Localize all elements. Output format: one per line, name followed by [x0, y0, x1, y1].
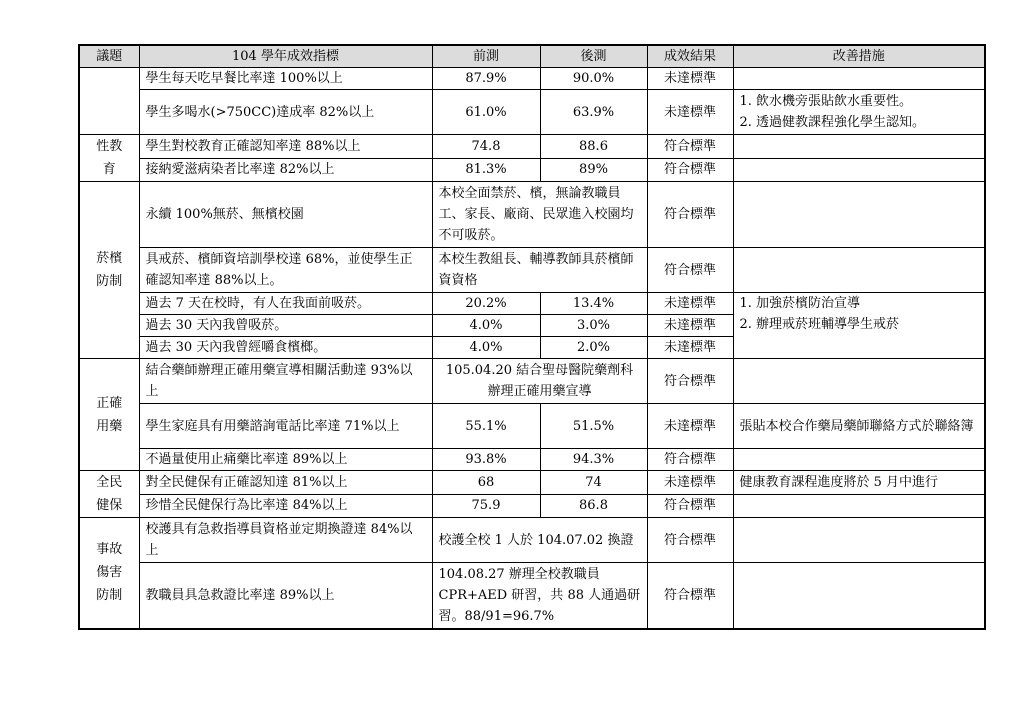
topic-cell-empty — [79, 68, 139, 135]
result-cell: 未達標準 — [647, 68, 733, 90]
table-row — [79, 182, 985, 248]
topic-medication: 正確 用藥 — [79, 359, 139, 471]
table-row — [79, 449, 985, 471]
header-indicator: 104 學年成效指標 — [139, 45, 432, 68]
merged-value-cell: 本校生教組長、輔導教師具菸檳師資資格 — [432, 248, 647, 293]
indicator-cell: 學生多喝水(>750CC)達成率 82%以上 — [139, 90, 432, 135]
header-improve: 改善措施 — [733, 45, 985, 68]
table-row — [79, 518, 985, 563]
result-cell: 符合標準 — [647, 158, 733, 182]
header-pre: 前測 — [432, 45, 540, 68]
table-row — [79, 404, 985, 449]
topic-sex-education: 性教 育 — [79, 135, 139, 182]
post-cell: 88.6 — [540, 135, 647, 159]
indicator-cell: 接納愛滋病染者比率達 82%以上 — [139, 158, 432, 182]
result-cell: 符合標準 — [647, 359, 733, 404]
header-result: 成效結果 — [647, 45, 733, 68]
improve-cell — [733, 563, 985, 629]
indicator-cell: 對全民健保有正確認知達 81%以上 — [139, 471, 432, 495]
table-row — [79, 158, 985, 182]
merged-value-cell: 105.04.20 結合聖母醫院藥劑科 辦理正確用藥宣導 — [432, 359, 647, 404]
post-cell: 3.0% — [540, 315, 647, 337]
result-cell: 符合標準 — [647, 563, 733, 629]
result-cell: 符合標準 — [647, 449, 733, 471]
result-cell: 未達標準 — [647, 293, 733, 315]
topic-injury: 事故 傷害 防制 — [79, 518, 139, 629]
improve-cell: 健康教育課程進度將於 5 月中進行 — [733, 471, 985, 495]
improve-cell — [733, 359, 985, 404]
pre-cell: 61.0% — [432, 90, 540, 135]
pre-cell: 4.0% — [432, 337, 540, 359]
indicator-cell: 永續 100%無菸、無檳校園 — [139, 182, 432, 248]
post-cell: 63.9% — [540, 90, 647, 135]
pre-cell: 20.2% — [432, 293, 540, 315]
improve-cell — [733, 135, 985, 159]
pre-cell: 68 — [432, 471, 540, 495]
indicator-cell: 學生對校教育正確認知率達 88%以上 — [139, 135, 432, 159]
table-row — [79, 359, 985, 404]
header-row — [79, 45, 985, 68]
table-row — [79, 471, 985, 495]
result-cell: 符合標準 — [647, 518, 733, 563]
result-cell: 符合標準 — [647, 182, 733, 248]
indicator-cell: 學生每天吃早餐比率達 100%以上 — [139, 68, 432, 90]
indicator-cell: 結合藥師辦理正確用藥宣導相關活動達 93%以上 — [139, 359, 432, 404]
post-cell: 2.0% — [540, 337, 647, 359]
result-cell: 未達標準 — [647, 90, 733, 135]
improve-cell — [733, 494, 985, 518]
result-cell: 未達標準 — [647, 337, 733, 359]
pre-cell: 75.9 — [432, 494, 540, 518]
indicator-cell: 過去 30 天內我曾經嚼食檳榔。 — [139, 337, 432, 359]
result-cell: 未達標準 — [647, 315, 733, 337]
merged-value-cell: 本校全面禁菸、檳，無論教職員工、家長、廠商、民眾進入校園均不可吸菸。 — [432, 182, 647, 248]
pre-cell: 55.1% — [432, 404, 540, 449]
table-row — [79, 563, 985, 629]
improve-cell — [733, 158, 985, 182]
result-cell: 未達標準 — [647, 471, 733, 495]
table-row — [79, 293, 985, 315]
post-cell: 86.8 — [540, 494, 647, 518]
indicator-cell: 過去 30 天內我曾吸菸。 — [139, 315, 432, 337]
post-cell: 89% — [540, 158, 647, 182]
improve-cell: 1. 飲水機旁張貼飲水重要性。 2. 透過健教課程強化學生認知。 — [733, 90, 985, 135]
merged-value-cell: 校護全校 1 人於 104.07.02 換證 — [432, 518, 647, 563]
merged-value-cell: 104.08.27 辦理全校教職員 CPR+AED 研習，共 88 人通過研習。88/91=96.7% — [432, 563, 647, 629]
table-row — [79, 248, 985, 293]
result-cell: 未達標準 — [647, 404, 733, 449]
improve-cell — [733, 182, 985, 248]
improve-cell — [733, 68, 985, 90]
indicator-cell: 不過量使用止痛藥比率達 89%以上 — [139, 449, 432, 471]
table-row — [79, 494, 985, 518]
pre-cell: 74.8 — [432, 135, 540, 159]
improve-cell — [733, 449, 985, 471]
post-cell: 74 — [540, 471, 647, 495]
topic-insurance: 全民 健保 — [79, 471, 139, 518]
indicator-cell: 校護具有急救指導員資格並定期換證達 84%以上 — [139, 518, 432, 563]
pre-cell: 81.3% — [432, 158, 540, 182]
improve-cell — [733, 518, 985, 563]
improve-cell: 1. 加強菸檳防治宣導 2. 辦理戒菸班輔導學生戒菸 — [733, 293, 985, 359]
header-topic: 議題 — [79, 45, 139, 68]
pre-cell: 4.0% — [432, 315, 540, 337]
pre-cell: 93.8% — [432, 449, 540, 471]
outcome-table — [78, 44, 986, 630]
indicator-cell: 教職員具急救證比率達 89%以上 — [139, 563, 432, 629]
result-cell: 符合標準 — [647, 248, 733, 293]
post-cell: 90.0% — [540, 68, 647, 90]
indicator-cell: 過去 7 天在校時，有人在我面前吸菸。 — [139, 293, 432, 315]
post-cell: 94.3% — [540, 449, 647, 471]
result-cell: 符合標準 — [647, 135, 733, 159]
header-post: 後測 — [540, 45, 647, 68]
pre-cell: 87.9% — [432, 68, 540, 90]
result-cell: 符合標準 — [647, 494, 733, 518]
improve-cell: 張貼本校合作藥局藥師聯絡方式於聯絡簿 — [733, 404, 985, 449]
topic-tobacco: 菸檳 防制 — [79, 182, 139, 359]
table-row — [79, 135, 985, 159]
indicator-cell: 具戒菸、檳師資培訓學校達 68%，並使學生正確認知率達 88%以上。 — [139, 248, 432, 293]
improve-cell — [733, 248, 985, 293]
table-row — [79, 68, 985, 90]
post-cell: 13.4% — [540, 293, 647, 315]
post-cell: 51.5% — [540, 404, 647, 449]
indicator-cell: 珍惜全民健保行為比率達 84%以上 — [139, 494, 432, 518]
table-row — [79, 90, 985, 135]
indicator-cell: 學生家庭具有用藥諮詢電話比率達 71%以上 — [139, 404, 432, 449]
